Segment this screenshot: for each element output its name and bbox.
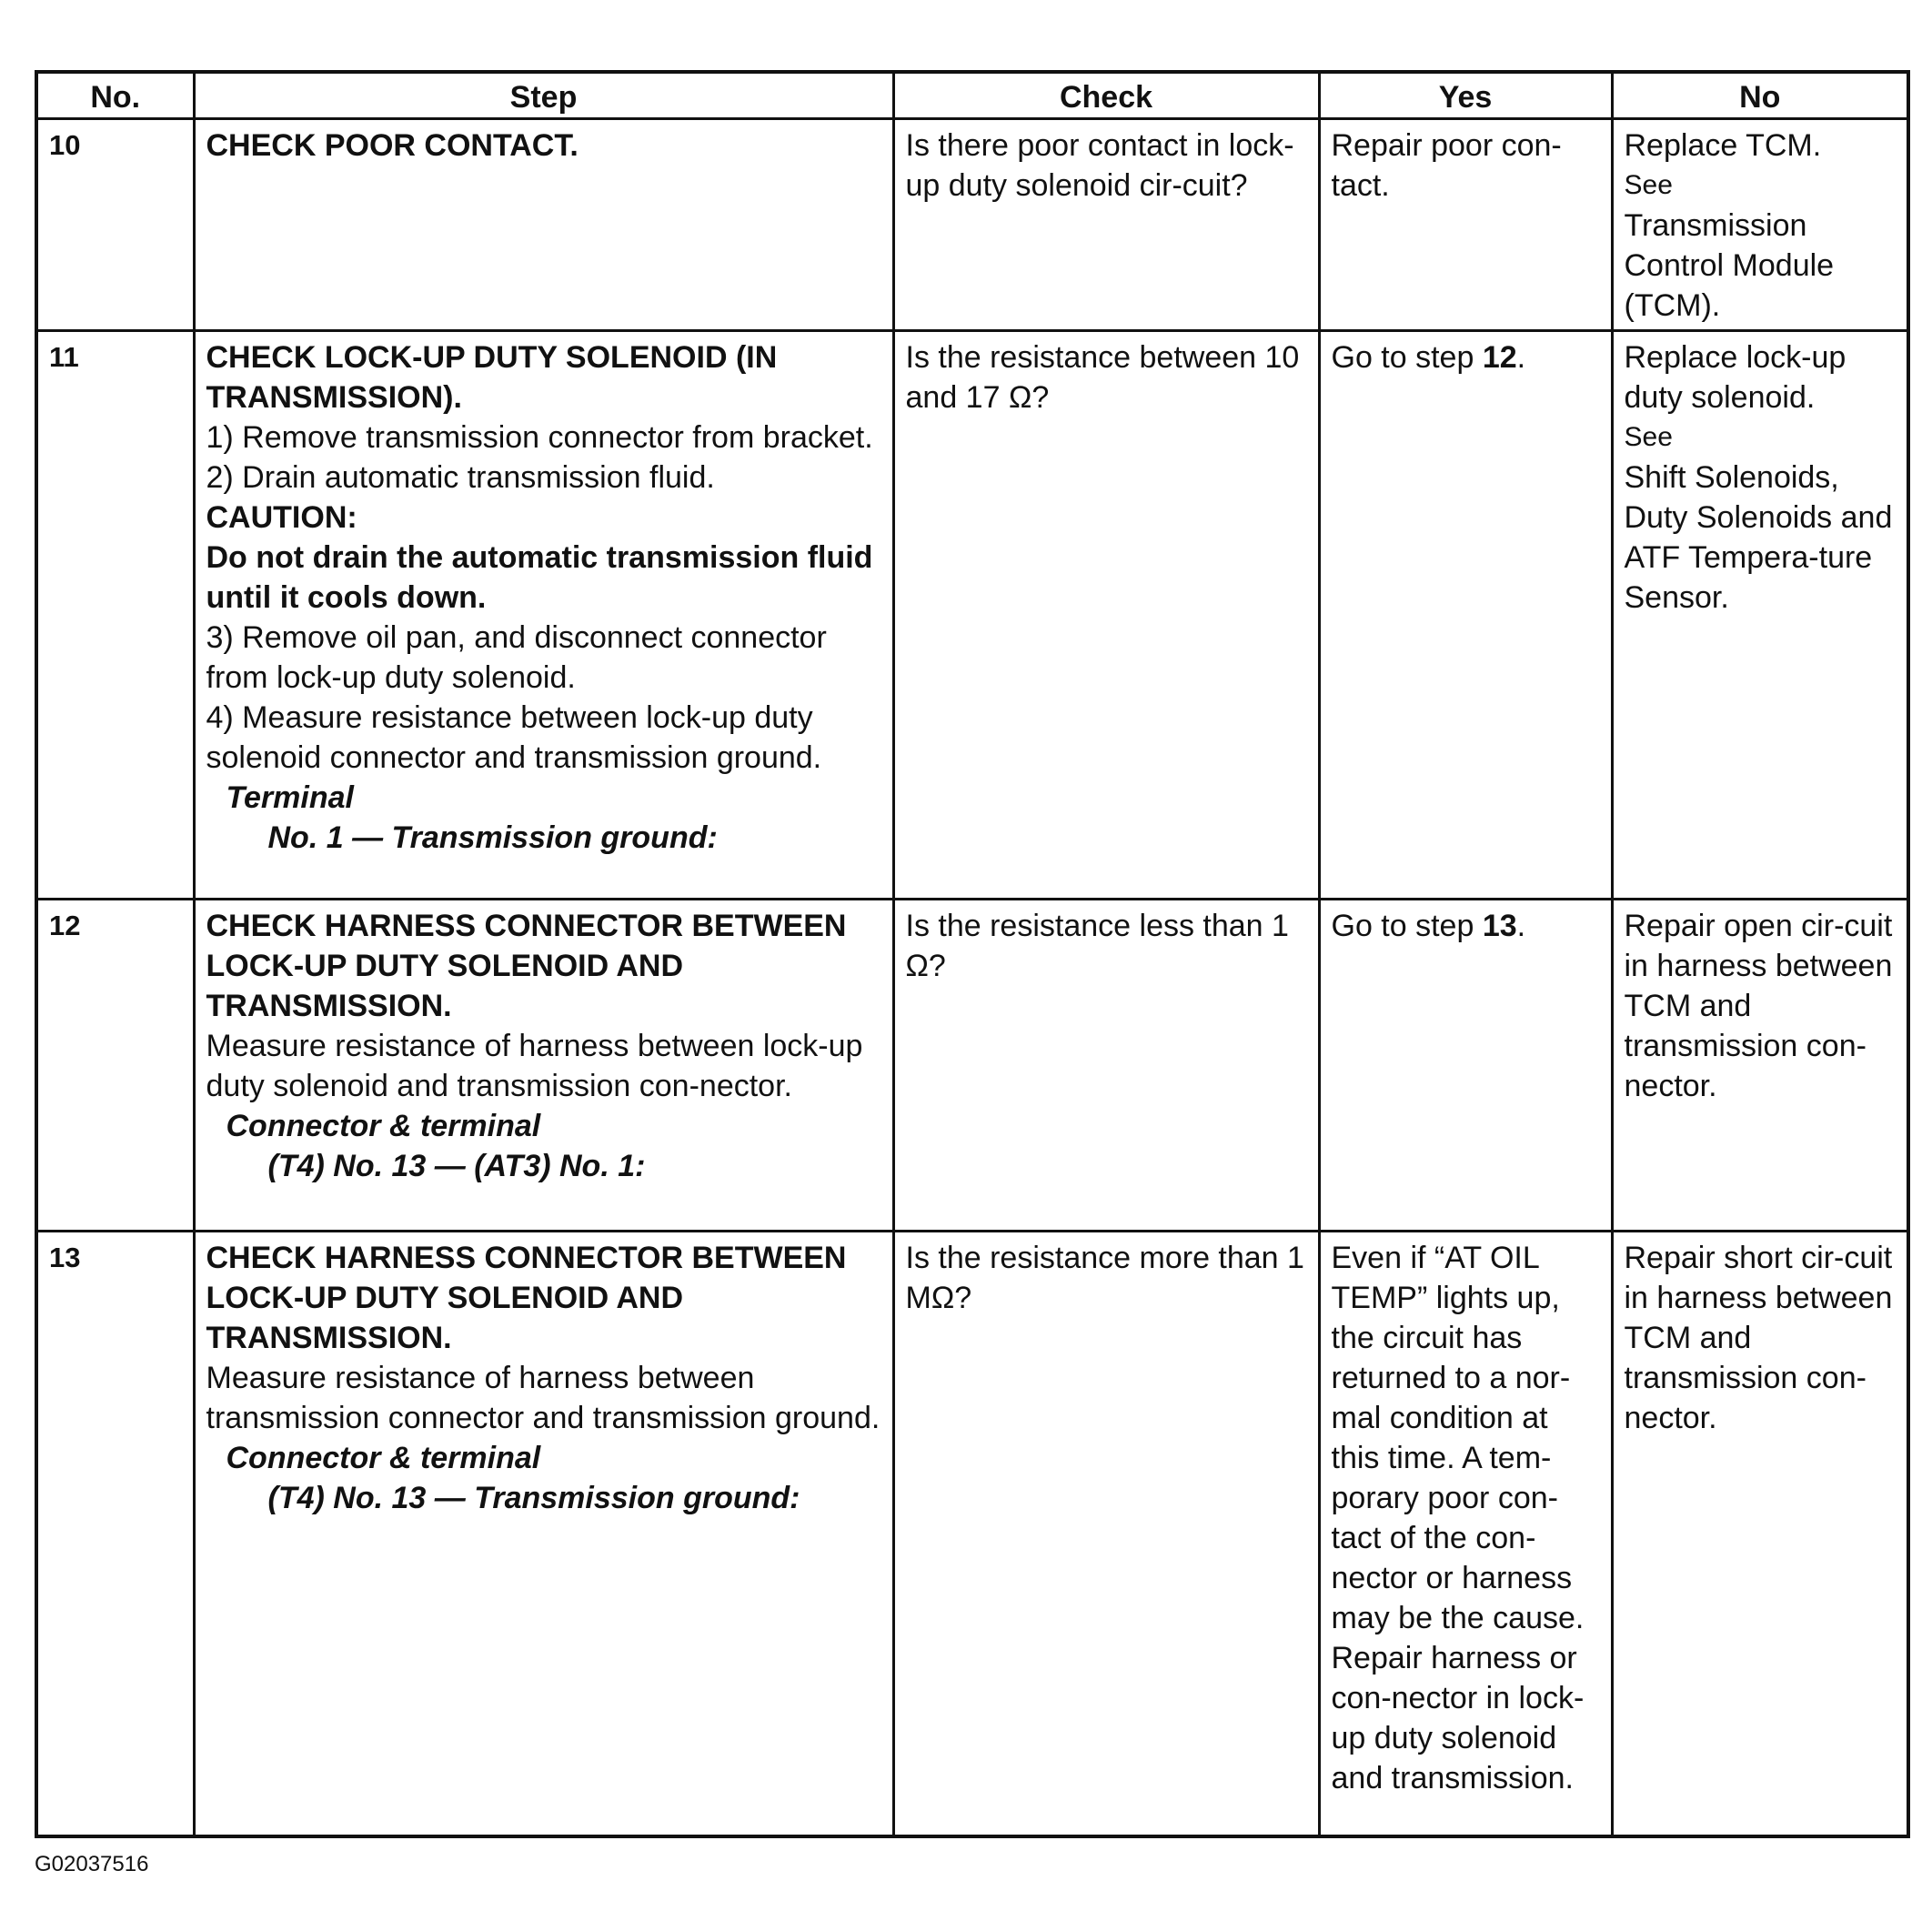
yes-cell	[1319, 331, 1612, 900]
check-cell: Is the resistance between 10 and 17 Ω?	[893, 331, 1319, 900]
step-title: CHECK HARNESS CONNECTOR BETWEEN LOCK-UP DUTY SOLENOID AND TRANSMISSION.	[206, 1241, 847, 1355]
yes-cell: Even if “AT OIL TEMP” lights up, the circuit has returned to a nor-mal condition at this time. A tem-porary poor con-tact of the con-nector or harness may be the cause. Repair harness or con-nector in lock-up duty solenoid and transmission.	[1319, 1232, 1612, 1837]
spec-value: No. 1 — Transmission ground:	[267, 820, 718, 855]
header-check: Check	[893, 72, 1319, 119]
step-title: CHECK HARNESS CONNECTOR BETWEEN LOCK-UP DUTY SOLENOID AND TRANSMISSION.	[206, 909, 847, 1023]
caution-label: CAUTION:	[206, 500, 357, 535]
yes-cell: Repair poor con-tact.	[1319, 119, 1612, 331]
diagnostic-table	[35, 70, 1910, 1838]
step-cell	[194, 331, 893, 900]
yes-suffix: .	[1516, 909, 1526, 943]
step-title: CHECK POOR CONTACT.	[206, 128, 579, 163]
step-number: 10	[36, 119, 194, 331]
spec-label: Connector & terminal	[226, 1109, 541, 1143]
check-cell: Is the resistance more than 1 MΩ?	[893, 1232, 1319, 1837]
table-row	[36, 331, 1908, 900]
step-number: 13	[36, 1232, 194, 1837]
spec-value: (T4) No. 13 — (AT3) No. 1:	[267, 1149, 646, 1183]
no-cell: Repair open cir-cuit in harness between TCM and transmission con-nector.	[1612, 900, 1908, 1232]
table-row	[36, 900, 1908, 1232]
goto-step-link[interactable]: 12	[1482, 340, 1517, 375]
header-step: Step	[194, 72, 893, 119]
spec-value: (T4) No. 13 — Transmission ground:	[267, 1481, 800, 1515]
goto-step-link[interactable]: 13	[1482, 909, 1517, 943]
header-row	[36, 72, 1908, 119]
procedure-step: 4) Measure resistance between lock-up duty solenoid connector and transmission ground.	[206, 700, 822, 775]
procedure-step: 3) Remove oil pan, and disconnect connector from lock-up duty solenoid.	[206, 620, 827, 695]
spec-label: Connector & terminal	[226, 1441, 541, 1475]
step-cell	[194, 1232, 893, 1837]
no-cell: Repair short cir-cuit in harness between TCM and transmission con-nector.	[1612, 1232, 1908, 1837]
procedure-step: 2) Drain automatic transmission fluid.	[206, 460, 715, 495]
check-cell: Is the resistance less than 1 Ω?	[893, 900, 1319, 1232]
header-yes: Yes	[1319, 72, 1612, 119]
caution-text: Do not drain the automatic transmission fluid until it cools down.	[206, 540, 873, 615]
no-cell	[1612, 119, 1908, 331]
figure-id: G02037516	[35, 1852, 149, 1876]
step-number: 11	[36, 331, 194, 900]
header-no-action: No	[1612, 72, 1908, 119]
yes-suffix: .	[1516, 340, 1526, 375]
procedure-text: Measure resistance of harness between transmission connector and transmission ground.	[206, 1361, 880, 1435]
step-number: 12	[36, 900, 194, 1232]
check-cell: Is there poor contact in lock-up duty solenoid cir-cuit?	[893, 119, 1319, 331]
reference-link[interactable]: Transmission Control Module (TCM).	[1624, 208, 1835, 323]
yes-prefix: Go to step	[1331, 909, 1483, 943]
table-row	[36, 119, 1908, 331]
step-cell	[194, 119, 893, 331]
procedure-step: 1) Remove transmission connector from bracket.	[206, 420, 873, 455]
yes-cell	[1319, 900, 1612, 1232]
yes-prefix: Go to step	[1331, 340, 1483, 375]
no-action: Replace TCM.	[1624, 128, 1822, 163]
spec-label: Terminal	[226, 780, 354, 815]
procedure-text: Measure resistance of harness between lock-up duty solenoid and transmission con-nector.	[206, 1029, 863, 1103]
step-title: CHECK LOCK-UP DUTY SOLENOID (IN TRANSMISSION).	[206, 340, 778, 415]
header-no: No.	[36, 72, 194, 119]
see-label: See	[1624, 422, 1673, 452]
no-cell	[1612, 331, 1908, 900]
step-cell	[194, 900, 893, 1232]
reference-link[interactable]: Shift Solenoids, Duty Solenoids and ATF Tempera-ture Sensor.	[1624, 460, 1893, 615]
see-label: See	[1624, 170, 1673, 200]
table-row	[36, 1232, 1908, 1837]
no-action: Replace lock-up duty solenoid.	[1624, 340, 1846, 415]
